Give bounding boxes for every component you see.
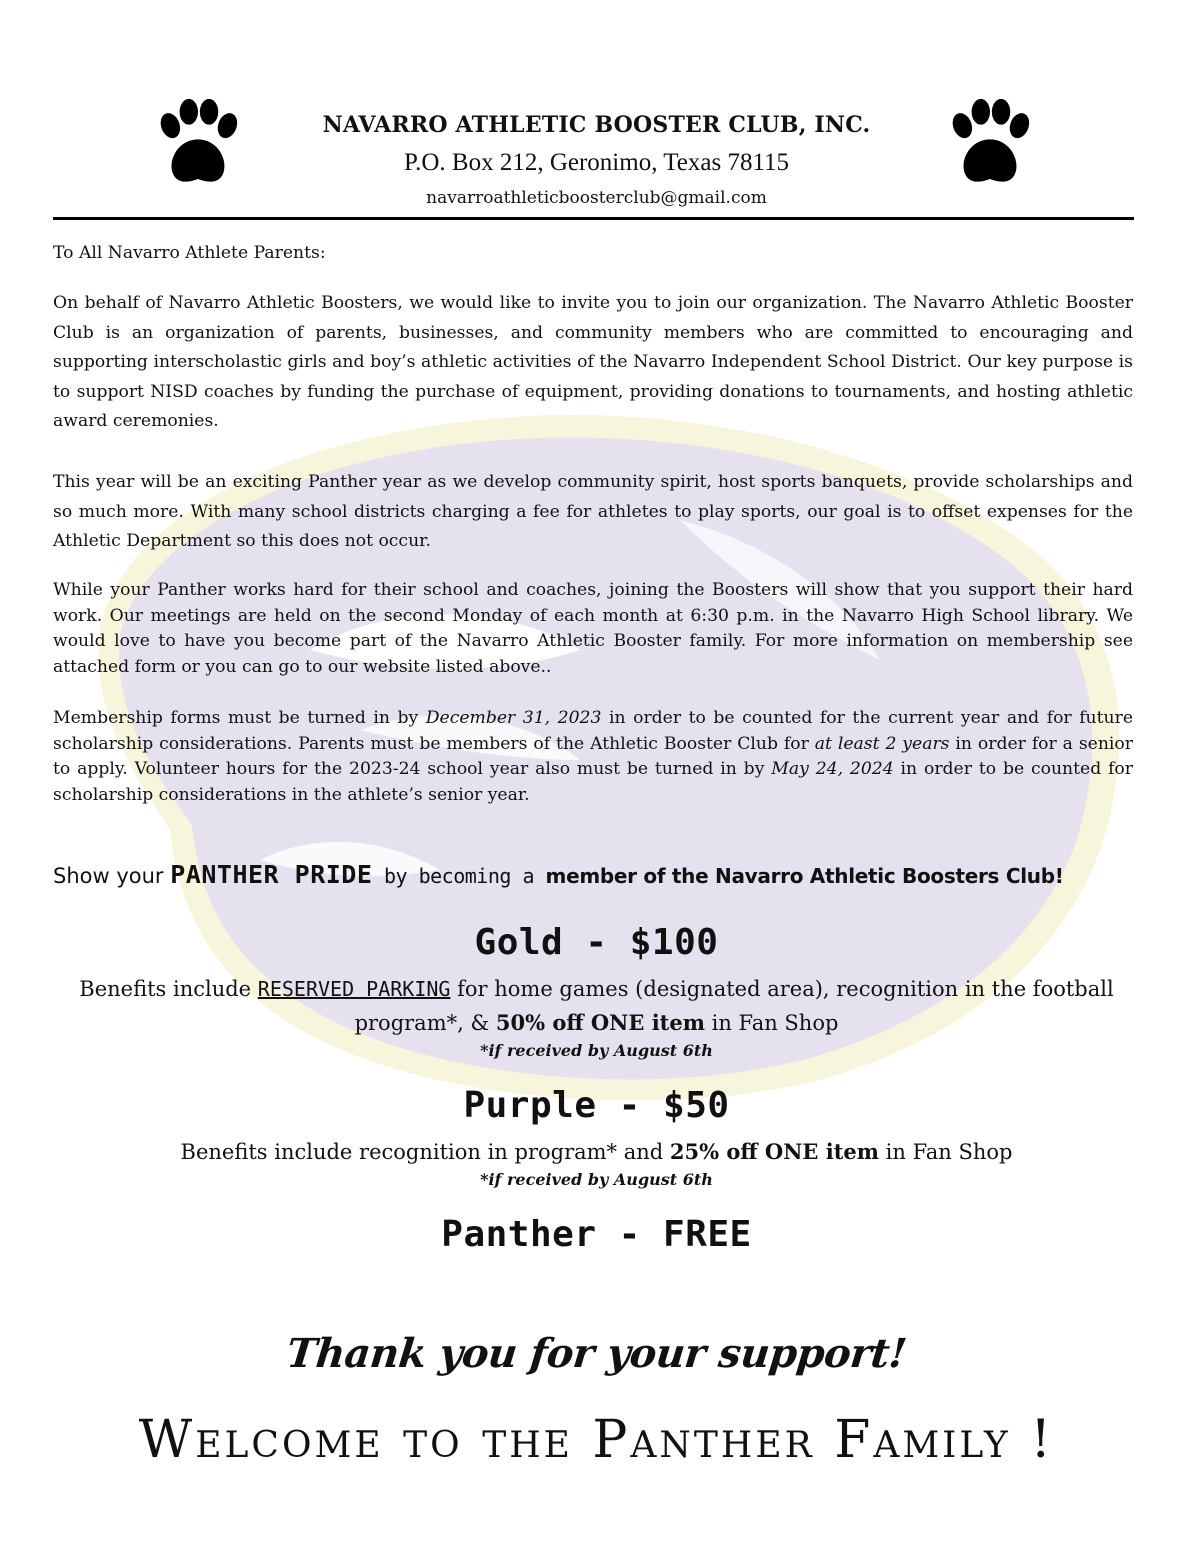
org-name: NAVARRO ATHLETIC BOOSTER CLUB, INC. xyxy=(322,112,871,138)
tier-purple-title: Purple - $50 xyxy=(463,1085,730,1126)
forms-text: in order to be counted for scholarship considerations in the athlete’s senior year. xyxy=(53,759,1133,805)
tier-text: program*, & xyxy=(354,1011,496,1035)
pride-member: member of the Navarro Athletic Boosters Club! xyxy=(545,864,1064,888)
tier-text: for home games (designated area), recognition in the football xyxy=(450,977,1114,1001)
org-address: P.O. Box 212, Geronimo, Texas 78115 xyxy=(403,149,790,176)
volunteer-deadline: May 24, 2024 xyxy=(771,759,894,779)
tier-text: Benefits include xyxy=(79,977,258,1001)
pride-text: Show your xyxy=(53,864,171,888)
tier-text: in Fan Shop xyxy=(879,1140,1013,1164)
org-email: navarroathleticboosterclub@gmail.com xyxy=(426,188,767,208)
tier-purple-benefits xyxy=(0,1135,1193,1169)
tier-purple-note: *if received by August 6th xyxy=(480,1170,713,1189)
forms-years: at least 2 years xyxy=(814,733,950,754)
reserved-parking: RESERVED PARKING xyxy=(257,977,451,1001)
tier-gold-discount: 50% off ONE item xyxy=(495,1010,705,1035)
tier-purple-discount: 25% off ONE item xyxy=(669,1139,879,1164)
tier-text: Benefits include recognition in program* and xyxy=(180,1140,670,1164)
forms-text: in order for a senior to apply. Volunteer hours for the 2023-24 school year also must be turned in by xyxy=(53,733,1133,779)
letter-greeting: To All Navarro Athlete Parents: xyxy=(53,243,326,263)
forms-deadline: December 31, 2023 xyxy=(425,708,602,728)
thank-you-line: Thank you for your support! xyxy=(284,1330,909,1377)
tier-gold-title: Gold - $100 xyxy=(474,922,719,963)
letter-meetings-paragraph: While your Panther works hard for their school and coaches, joining the Boosters will show that you support their hard work. Our meetings are held on the second Monday of each month at 6:30 p.m. in the Navarro High School library. We would love to have you become part of the Navarro Athletic Booster family. For more information on membership see attached form or you can go to our website listed above.. xyxy=(53,580,1133,677)
tier-gold-benefits xyxy=(0,973,1193,1006)
header-divider xyxy=(53,217,1134,220)
welcome-line: Welcome to the Panther Family ! xyxy=(138,1410,1055,1470)
letter-year-paragraph: This year will be an exciting Panther year as we develop community spirit, host sports banquets, provide scholarships and so much more. With many school districts charging a fee for athletes to play sports, our goal is to offset expenses for the Athletic Department so this does not occur. xyxy=(53,472,1133,551)
pride-text: by becoming a xyxy=(372,864,546,888)
tier-gold-benefits-cont xyxy=(0,1006,1193,1040)
letter-intro-paragraph: On behalf of Navarro Athletic Boosters, we would like to invite you to join our organization. The Navarro Athletic Booster Club is an organization of parents, businesses, and community members who are committed to encouraging and supporting interscholastic girls and boy’s athletic activities of the Navarro Independent School District. Our key purpose is to support NISD coaches by funding the purchase of equipment, providing donations to tournaments, and hosting athletic award ceremonies. xyxy=(53,293,1133,431)
pride-emphasis: PANTHER PRIDE xyxy=(170,860,373,889)
letter-forms-paragraph xyxy=(53,706,1133,808)
tier-panther-title: Panther - FREE xyxy=(441,1214,752,1255)
panther-pride-line xyxy=(53,860,1143,889)
tier-text: in Fan Shop xyxy=(704,1011,839,1035)
forms-text: Membership forms must be turned in by xyxy=(53,708,426,728)
forms-text: in order to be counted for the current year and for future scholarship considerations. Parents must be members of the Athletic Booster Club for xyxy=(53,708,1133,754)
tier-gold-note: *if received by August 6th xyxy=(480,1041,713,1060)
